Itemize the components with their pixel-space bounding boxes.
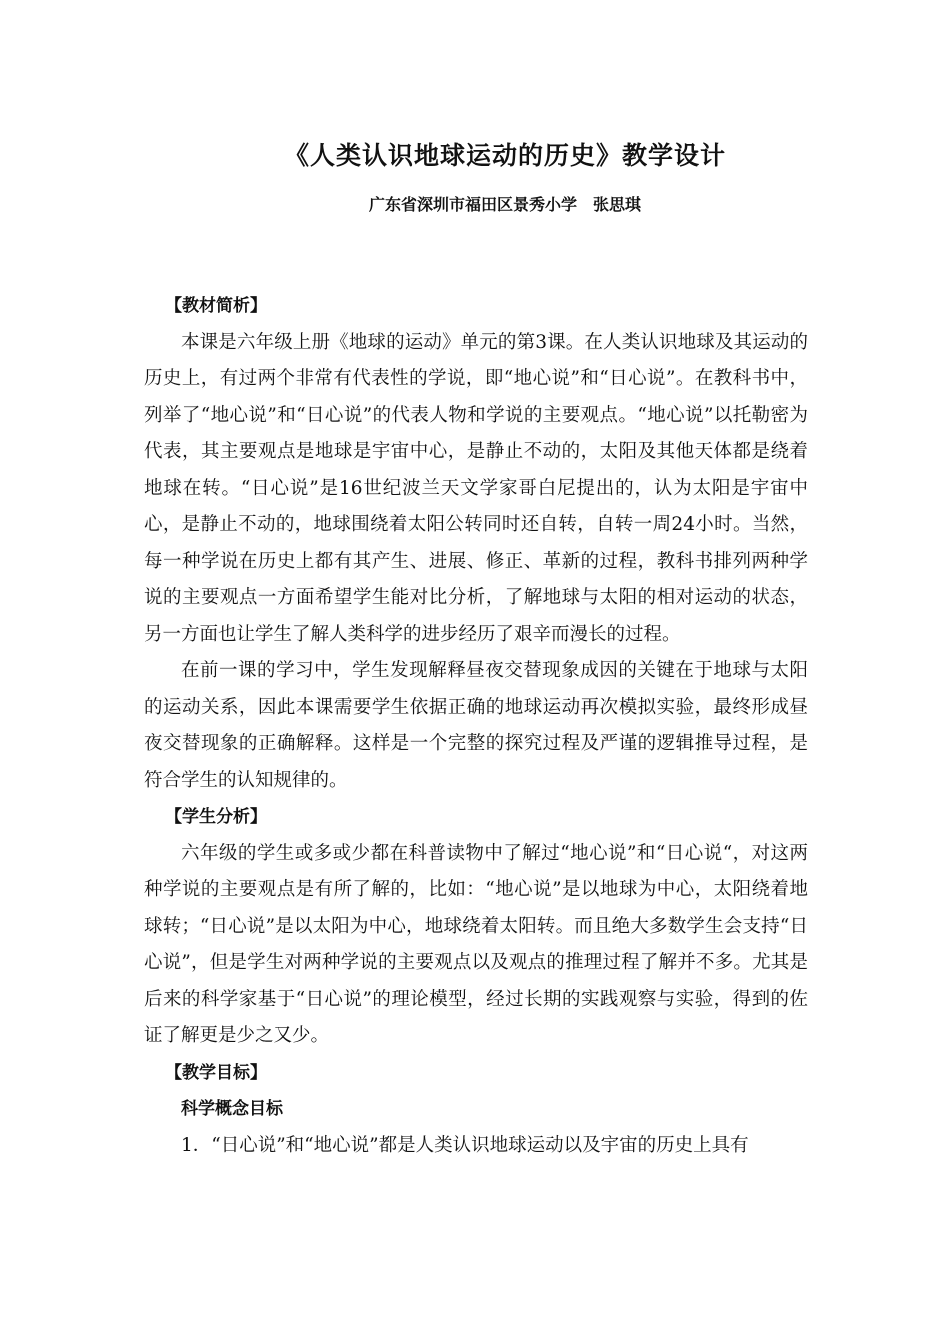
- section-heading-goals: 【教学目标】: [165, 1062, 267, 1083]
- document-title: 《人类认识地球运动的历史》教学设计: [283, 141, 726, 170]
- section-heading-students: 【学生分析】: [165, 807, 267, 827]
- section-heading-materials: 【教材简析】: [165, 296, 267, 316]
- paragraph-students-1: 六年级的学生或多或少都在科普读物中了解过“地心说”和“日心说“，对这两种学说的主要观点是有所了解的，比如：“地心说”是以地球为中心，太阳绕着地球转；“日心说”是以太阳为中心，地球绕着太阳转。而且绝大多数学生会支持“日心说”，但是学生对两种学说的主要观点以及观点的推理过程了解并不多。尤其是后来的科学家基于“日心说”的理论模型，经过长期的实践观察与实验，得到的佐证了解更是少之又少。: [144, 842, 808, 1046]
- author-line: 广东省深圳市福田区景秀小学 张思琪: [368, 195, 641, 214]
- subheading-science-concepts: 科学概念目标: [181, 1099, 283, 1119]
- document-body: [144, 288, 808, 1164]
- goal-item-1: 1．“日心说”和“地心说”都是人类认识地球运动以及宇宙的历史上具有: [181, 1134, 749, 1156]
- paragraph-materials-2: 在前一课的学习中，学生发现解释昼夜交替现象成因的关键在于地球与太阳的运动关系，因此本课需要学生依据正确的地球运动再次模拟实验，最终形成昼夜交替现象的正确解释。这样是一个完整的探究过程及严谨的逻辑推导过程，是符合学生的认知规律的。: [144, 660, 808, 791]
- paragraph-materials-1: 本课是六年级上册《地球的运动》单元的第3课。在人类认识地球及其运动的历史上，有过两个非常有代表性的学说，即“地心说”和“日心说”。在教科书中，列举了“地心说”和“日心说”的代表人物和学说的主要观点。“地心说”以托勒密为代表，其主要观点是地球是宇宙中心，是静止不动的，太阳及其他天体都是绕着地球在转。“日心说”是16世纪波兰天文学家哥白尼提出的，认为太阳是宇宙中心，是静止不动的，地球围绕着太阳公转同时还自转，自转一周24小时。当然，每一种学说在历史上都有其产生、进展、修正、革新的过程，教科书排列两种学说的主要观点一方面希望学生能对比分析，了解地球与太阳的相对运动的状态，另一方面也让学生了解人类科学的进步经历了艰辛而漫长的过程。: [144, 331, 808, 645]
